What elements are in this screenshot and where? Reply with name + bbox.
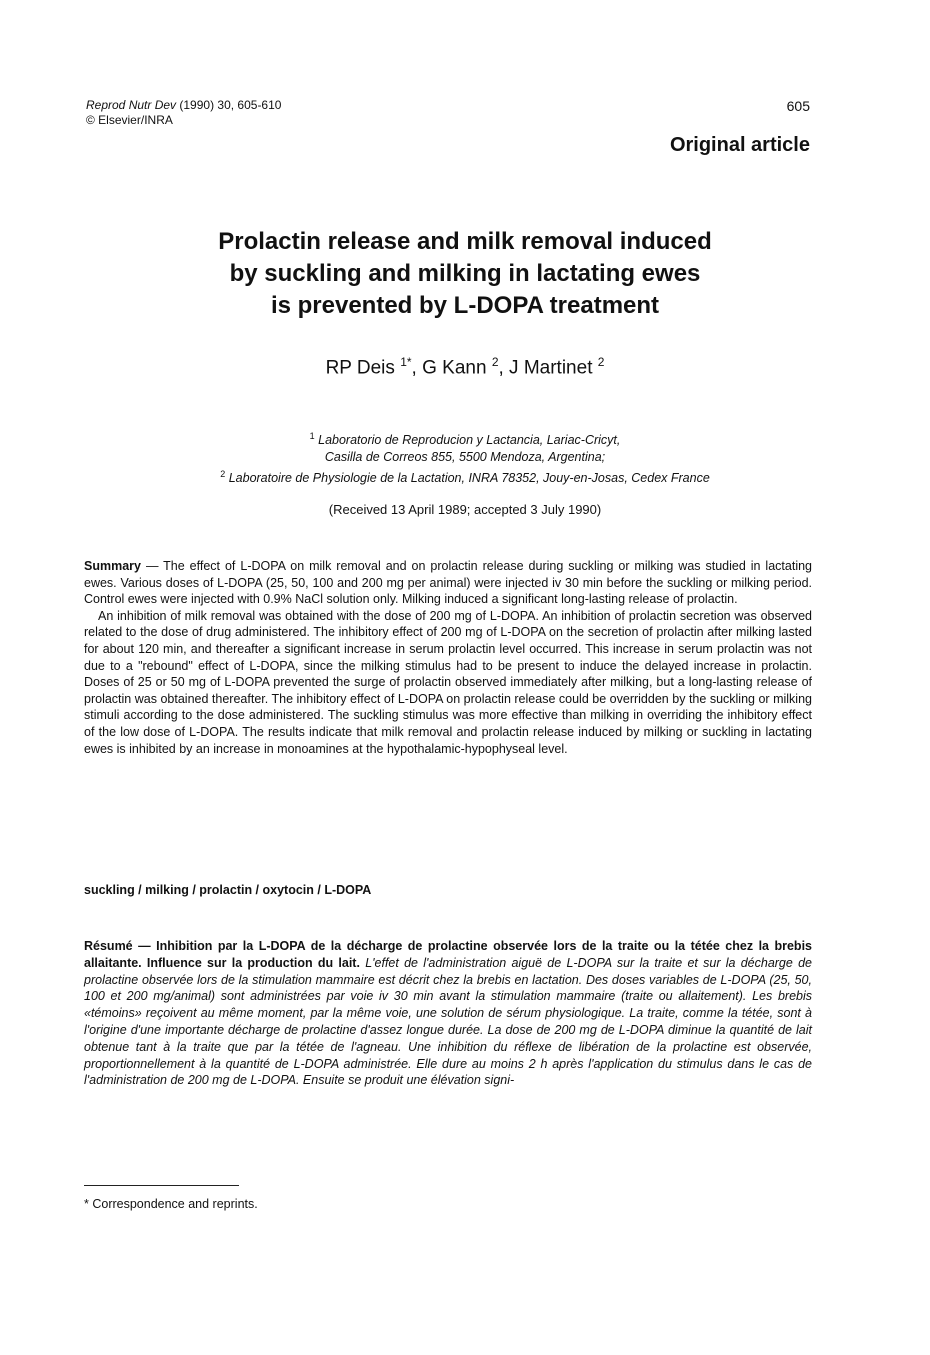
footnote-divider bbox=[84, 1185, 239, 1186]
received-dates: (Received 13 April 1989; accepted 3 July 1990) bbox=[328, 502, 602, 517]
author-2: , G Kann bbox=[411, 357, 492, 379]
author-2-affiliation: 2 bbox=[491, 355, 499, 369]
keywords: suckling / milking / prolactin / oxytocin / L-DOPA bbox=[84, 883, 372, 897]
author-1-affiliation: 1* bbox=[400, 355, 412, 369]
affiliations bbox=[80, 428, 850, 487]
author-1: RP Deis bbox=[325, 357, 401, 379]
article-type: Original article bbox=[669, 134, 810, 156]
affiliation-1-line-2: Casilla de Correos 855, 5500 Mendoza, Argentina; bbox=[324, 450, 606, 465]
journal-citation bbox=[86, 98, 281, 128]
affiliation-1-marker: 1 bbox=[309, 431, 315, 441]
resume-label: Résumé bbox=[84, 939, 133, 953]
summary-paragraph-1: — The effect of L-DOPA on milk removal and on prolactin release during suckling or milking was studied in lactating ewes. Various doses of L-DOPA (25, 50, 100 and 200 mg per animal) were injected iv 30 min before the suckling or milking period. Control ewes were injected with 0.9% NaCl solution only. Milking induced a significant long-lasting release of prolactin. bbox=[84, 559, 812, 607]
title-line-2: by suckling and milking in lactating ewes bbox=[229, 260, 701, 287]
copyright-line: © Elsevier/INRA bbox=[86, 113, 173, 127]
resume-section bbox=[84, 938, 812, 1089]
affiliation-2-marker: 2 bbox=[220, 469, 226, 480]
affiliation-2: Laboratoire de Physiologie de la Lactation, INRA 78352, Jouy-en-Josas, Cedex France bbox=[225, 471, 710, 486]
resume-text: L'effet de l'administration aiguë de L-DOPA sur la traite et sur la décharge de prolactine observée lors de la stimulation mammaire est décrit chez la brebis en lactation. Des doses variables de L-DOPA (25, 50, 100 et 200 mg/animal) sont administrées par voie iv 30 min avant la stimulation mammaire (traite ou allaitement). Les brebis «témoins» reçoivent au même moment, par la même voie, une solution de sérum physiologique. La traite, comme la tétée, sont à l'origine d'une importante décharge de prolactine d'assez longue durée. La dose de 200 mg de L-DOPA diminue la quantité de lait obtenue tant à la traite que par la tétée de l'agneau. Une inhibition du réflexe de libération de la prolactine est observée, proportionnellement à la quantité de L-DOPA administrée. Elle dure au moins 2 h après l'application du stimulus dans le cas de l'administration de 200 mg de L-DOPA. Ensuite se produit une élévation signi- bbox=[84, 955, 812, 1088]
title-line-3: is prevented by L-DOPA treatment bbox=[270, 292, 660, 319]
page-number: 605 bbox=[786, 98, 810, 114]
author-3: , J Martinet bbox=[498, 357, 598, 379]
summary-paragraph-2: An inhibition of milk removal was obtained with the dose of 200 mg of L-DOPA. An inhibition of prolactin secretion was observed related to the dose of drug administered. The inhibitory effect of 200 mg of L-DOPA on the secretion of prolactin after milking lasted for about 120 min, and thereafter a significant increase in serum prolactin level occurred. This increase in serum prolactin was not due to a "rebound" effect of L-DOPA, since the milking stimulus had to be present to induce the delayed increase in prolactin. Doses of 25 or 50 mg of L-DOPA prevented the surge of prolactin observed immediately after milking, but a long-lasting release of prolactin was obtained thereafter. The inhibitory effect of L-DOPA on prolactin release could be overridden by the suckling or milking stimuli according to the dose administered. The suckling stimulus was more effective than milking in overriding the inhibitory effect of the low dose of L-DOPA. The results indicate that milk removal and prolactin release induced by milking or suckling in lactating ewes is inhibited by an increase in monoamines at the hypothalamic-hypophyseal level. bbox=[84, 608, 812, 756]
title-line-1: Prolactin release and milk removal induced bbox=[218, 228, 712, 255]
summary-section bbox=[84, 558, 812, 757]
author-3-affiliation: 2 bbox=[597, 355, 605, 369]
resume-title: — Inhibition par la L-DOPA de la décharge de prolactine observée lors de la traite ou la tétée chez la brebis allaitante. Influence sur la production du lait. bbox=[84, 939, 812, 970]
affiliation-1-line-1: Laboratorio de Reproducion y Lactancia, Lariac-Cricyt, bbox=[314, 433, 621, 448]
journal-name: Reprod Nutr Dev bbox=[86, 98, 177, 112]
author-list bbox=[80, 355, 850, 379]
article-title bbox=[80, 226, 850, 322]
journal-reference: (1990) 30, 605-610 bbox=[176, 98, 282, 112]
footnote: * Correspondence and reprints. bbox=[84, 1197, 258, 1211]
summary-label: Summary bbox=[84, 559, 141, 573]
